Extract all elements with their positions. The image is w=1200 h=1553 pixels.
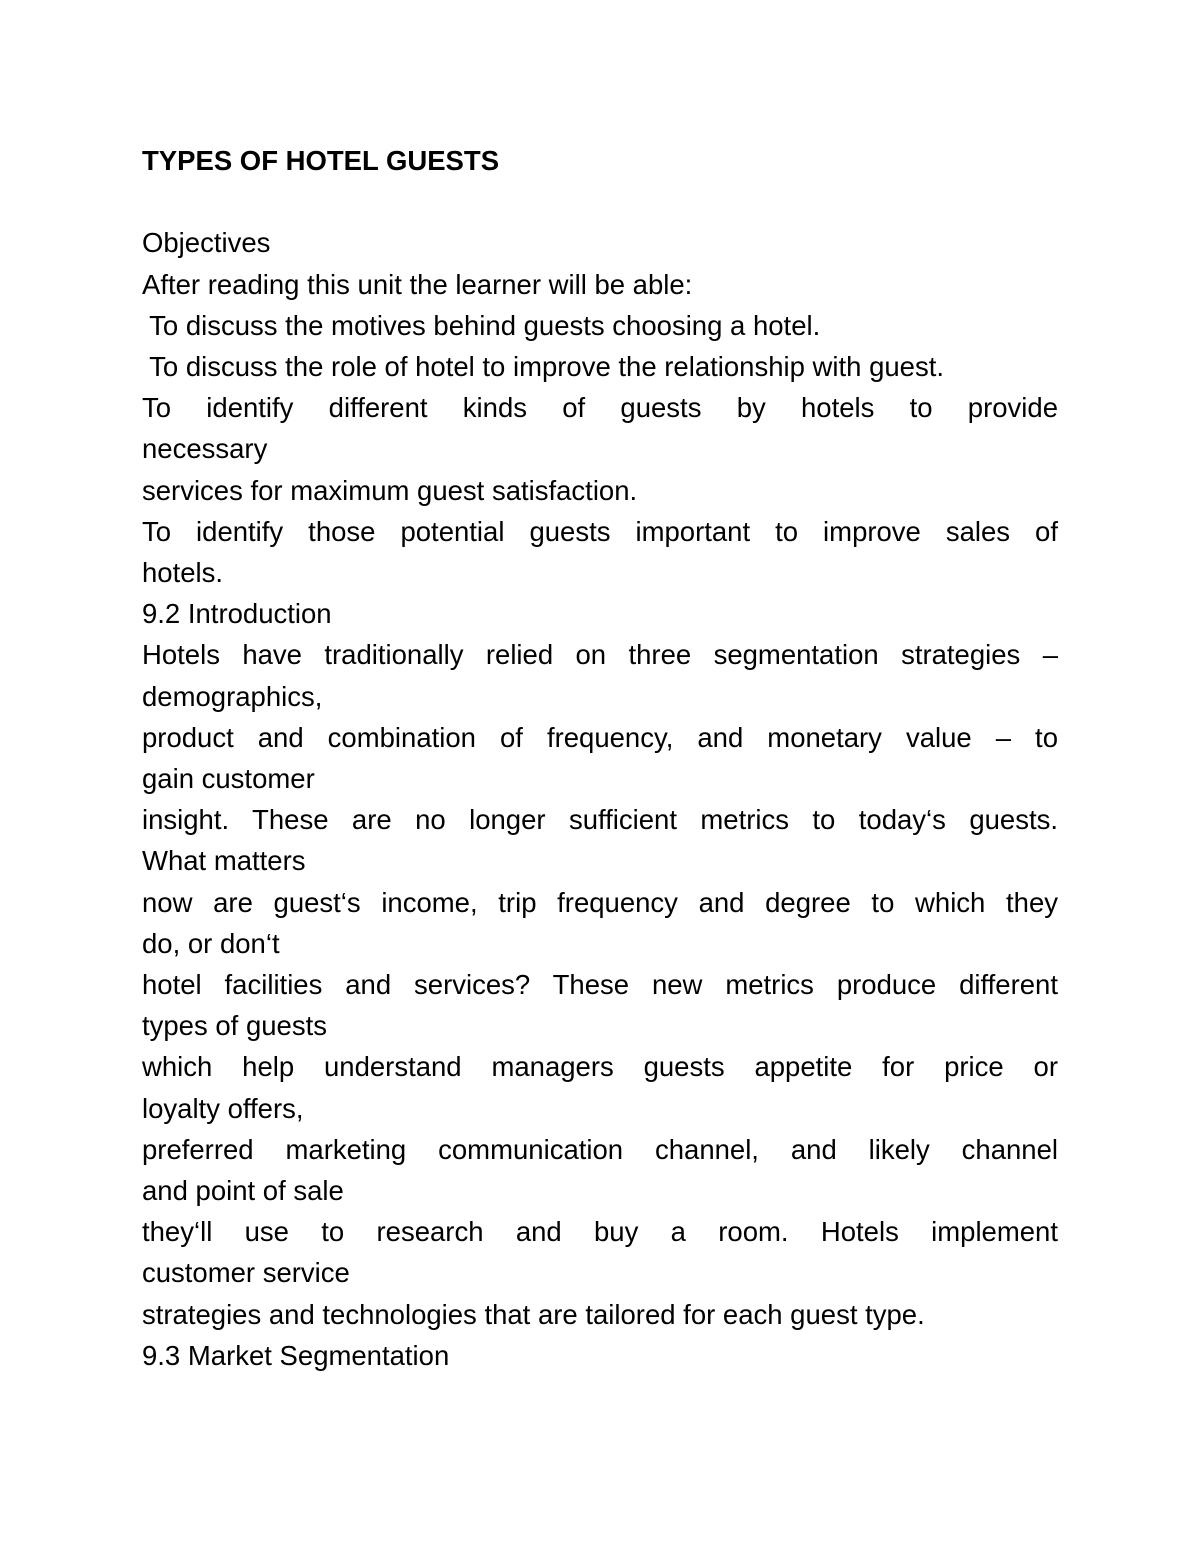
objectives-intro: After reading this unit the learner will be able: (142, 268, 693, 300)
intro-line: preferred marketing communication channel, and likely channel (142, 1133, 1058, 1165)
intro-line: which help understand managers guests appetite for price or (142, 1051, 1058, 1083)
objectives-heading: Objectives (142, 227, 271, 259)
intro-line: they‘ll use to research and buy a room. Hotels implement (142, 1216, 1058, 1248)
intro-line: What matters (142, 845, 306, 877)
document-body (142, 140, 1058, 1376)
introduction-heading: 9.2 Introduction (142, 598, 332, 630)
objective-line: To identify different kinds of guests by hotels to provide (142, 392, 1058, 424)
objective-line: To discuss the motives behind guests choosing a hotel. (142, 309, 821, 341)
intro-line: insight. These are no longer sufficient metrics to today‘s guests. (142, 804, 1058, 836)
market-segmentation-heading: 9.3 Market Segmentation (142, 1339, 450, 1371)
intro-line: now are guest‘s income, trip frequency and degree to which they (142, 886, 1058, 918)
intro-line: loyalty offers, (142, 1092, 304, 1124)
objective-line: To discuss the role of hotel to improve the relationship with guest. (142, 351, 945, 382)
intro-line: do, or don‘t (142, 927, 280, 959)
intro-line: product and combination of frequency, and monetary value – to (142, 721, 1058, 753)
objective-line: To identify those potential guests important to improve sales of (142, 515, 1058, 547)
objective-line: services for maximum guest satisfaction. (142, 474, 638, 506)
intro-line: strategies and technologies that are tailored for each guest type. (142, 1298, 925, 1330)
intro-line: Hotels have traditionally relied on three segmentation strategies – (142, 639, 1058, 671)
intro-line: and point of sale (142, 1175, 344, 1207)
objective-line: necessary (142, 433, 268, 465)
intro-line: hotel facilities and services? These new metrics produce different (142, 969, 1058, 1001)
intro-line: types of guests (142, 1010, 327, 1042)
intro-line: demographics, (142, 680, 323, 712)
intro-line: customer service (142, 1257, 350, 1289)
objective-line: hotels. (142, 557, 224, 589)
intro-line: gain customer (142, 763, 315, 795)
document-title: TYPES OF HOTEL GUESTS (142, 145, 500, 176)
